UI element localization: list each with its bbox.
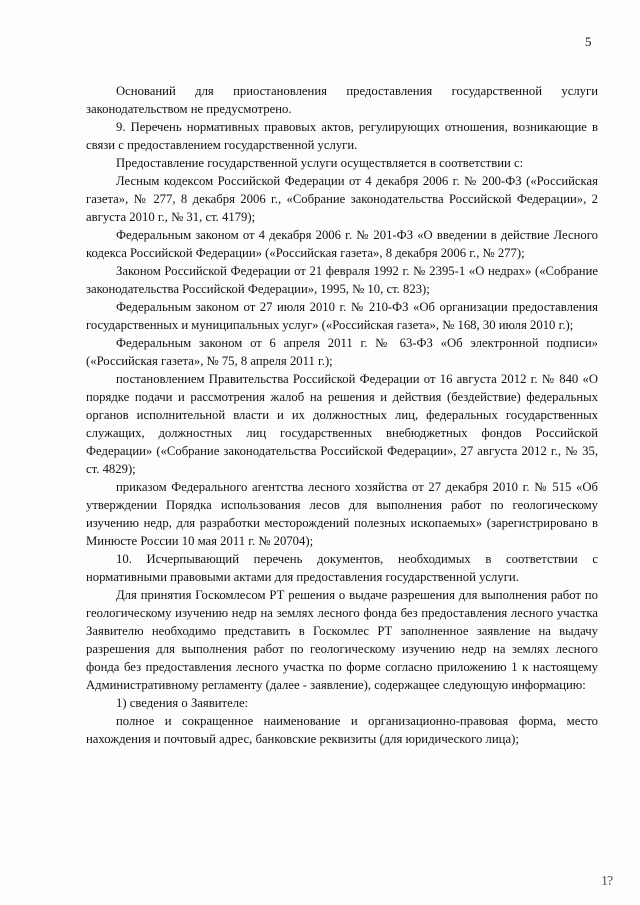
paragraph: Законом Российской Федерации от 21 февраля 1992 г. № 2395-1 «О недрах» («Собрание законодательства Российской Федерации», 1995, № 10, ст. 823);: [86, 264, 598, 296]
page-number: 5: [585, 34, 592, 49]
paragraph: Предоставление государственной услуги осуществляется в соответствии с:: [116, 156, 524, 170]
paragraph: постановлением Правительства Российской Федерации от 16 августа 2012 г. № 840 «О порядке подачи и рассмотрения жалоб на решения и действия (бездействие) федеральных органов исполнительной власти и их должностных лиц, федеральных государственных служащих, должностных лиц государственных внебюджетных фондов Российской Федерации» («Собрание законодательства Российской Федерации», 27 августа 2012 г., № 35, ст. 4829);: [86, 372, 598, 476]
document-body: [86, 82, 598, 748]
paragraph: 1) сведения о Заявителе:: [116, 696, 249, 710]
paragraph: Федеральным законом от 4 декабря 2006 г. № 201-ФЗ «О введении в действие Лесного кодекса Российской Федерации» («Российская газета», 8 декабря 2006 г., № 277);: [86, 228, 598, 260]
paragraph: Федеральным законом от 27 июля 2010 г. № 210-ФЗ «Об организации предоставления государственных и муниципальных услуг» («Российская газета», № 168, 30 июля 2010 г.);: [86, 300, 598, 332]
paragraph: Для принятия Госкомлесом РТ решения о выдаче разрешения для выполнения работ по геологическому изучению недр на землях лесного фонда без предоставления лесного участка Заявителю необходимо представить в Госкомлес РТ заполненное заявление на выдачу разрешения для выполнения работ по геологическому изучению недр на землях лесного фонда без предоставления лесного участка по форме согласно приложению 1 к настоящему Административному регламенту (далее - заявление), содержащее следующую информацию:: [86, 588, 598, 692]
paragraph: Федеральным законом от 6 апреля 2011 г. № 63-ФЗ «Об электронной подписи» («Российская газета», № 75, 8 апреля 2011 г.);: [86, 336, 598, 368]
scan-edge-mark: 1?: [601, 874, 613, 889]
paragraph: 10. Исчерпывающий перечень документов, необходимых в соответствии с нормативными правовыми актами для предоставления государственной услуги.: [86, 552, 598, 584]
paragraph: полное и сокращенное наименование и организационно-правовая форма, место нахождения и почтовый адрес, банковские реквизиты (для юридического лица);: [86, 714, 598, 746]
paragraph: 9. Перечень нормативных правовых актов, регулирующих отношения, возникающие в связи с предоставлением государственной услуги.: [86, 120, 598, 152]
paragraph: Лесным кодексом Российской Федерации от 4 декабря 2006 г. № 200-ФЗ («Российская газета», № 277, 8 декабря 2006 г., «Собрание законодательства Российской Федерации», 2 августа 2010 г., № 31, ст. 4179);: [86, 174, 598, 224]
paragraph: приказом Федерального агентства лесного хозяйства от 27 декабря 2010 г. № 515 «Об утверждении Порядка использования лесов для выполнения работ по геологическому изучению недр, для разработки месторождений полезных ископаемых» (зарегистрировано в Минюсте России 10 мая 2011 г. № 20704);: [86, 480, 598, 548]
paragraph: Оснований для приостановления предоставления государственной услуги законодательством не предусмотрено.: [86, 84, 598, 116]
